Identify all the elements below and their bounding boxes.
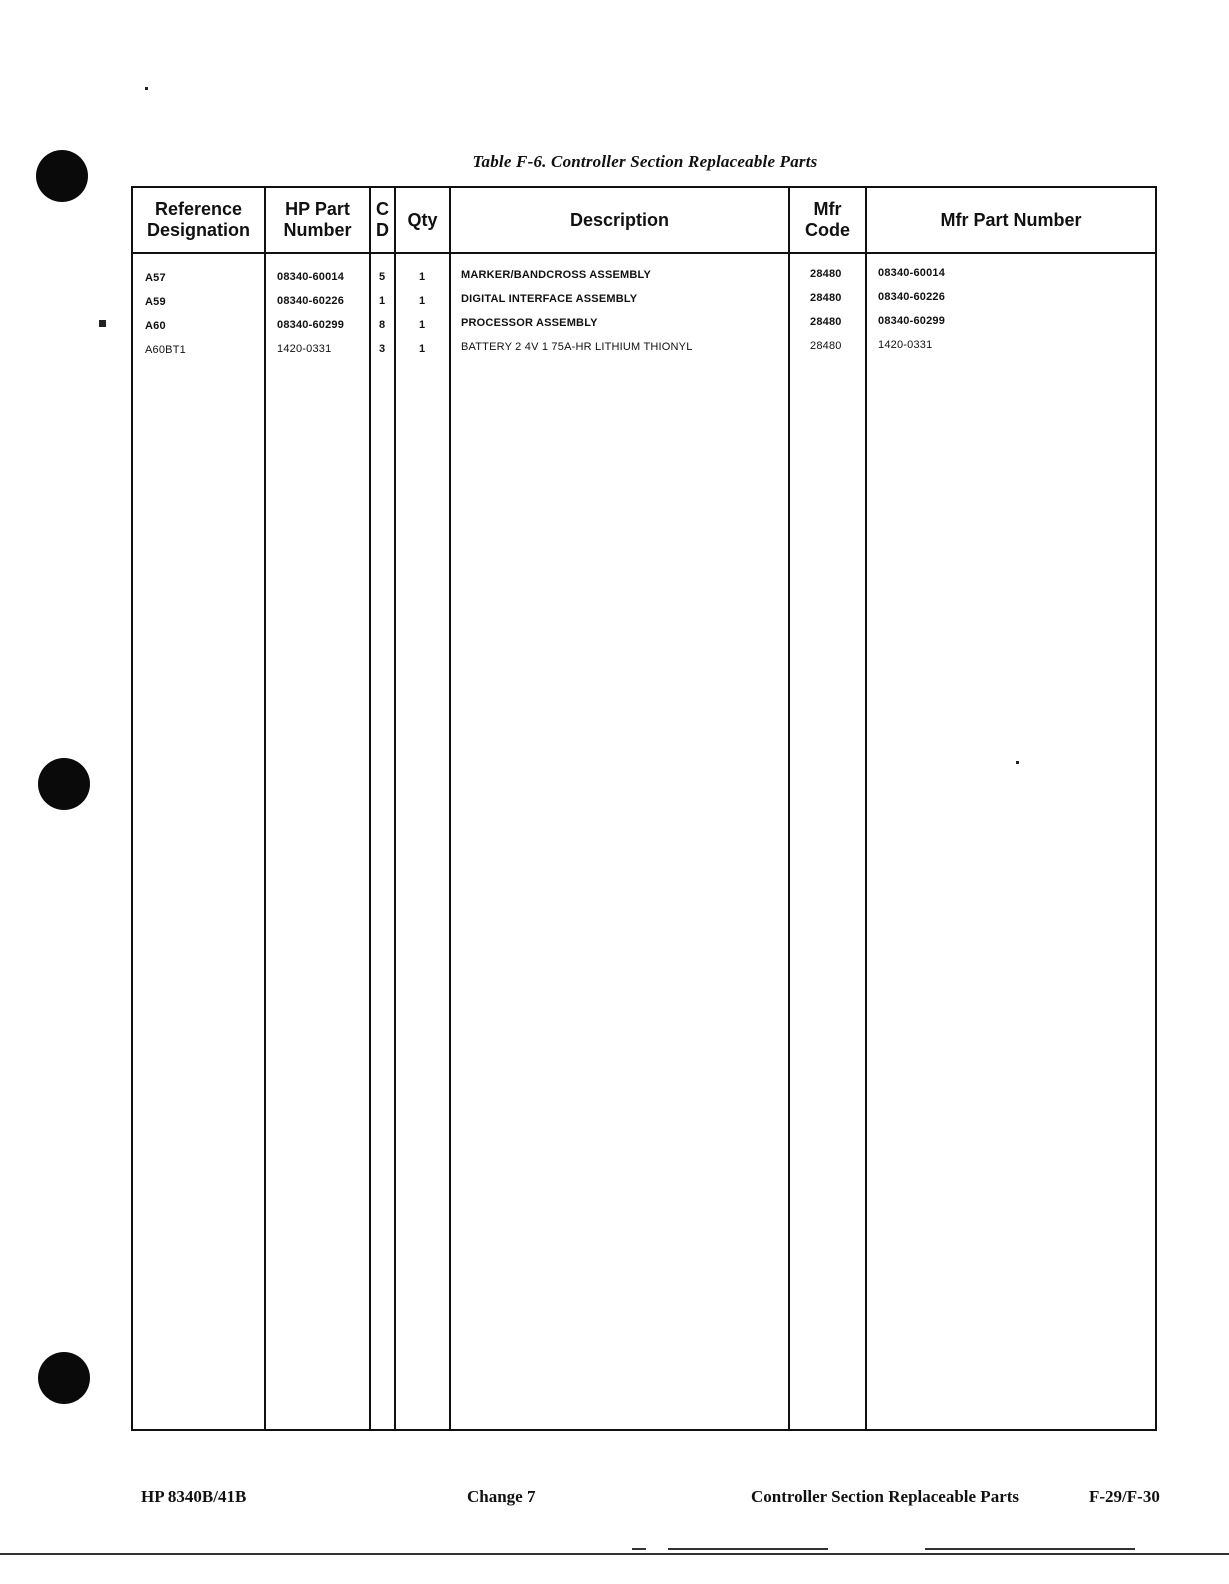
header-cd: C D <box>376 199 389 240</box>
header-hp-part-number: HP Part Number <box>283 199 352 240</box>
footer-model: HP 8340B/41B <box>141 1487 247 1506</box>
change-mark <box>99 320 106 327</box>
cell-description: DIGITAL INTERFACE ASSEMBLY <box>461 293 638 305</box>
cell-mfr-code: 28480 <box>810 340 842 352</box>
table-title: Table F-6. Controller Section Replaceable Parts <box>472 152 818 171</box>
footer-page-number: F-29/F-30 <box>1089 1487 1160 1506</box>
cell-hp-part: 08340-60226 <box>277 295 345 307</box>
cell-mfr-part: 08340-60014 <box>878 267 946 279</box>
cell-cd: 5 <box>379 271 386 283</box>
scan-artifact <box>668 1548 828 1550</box>
bottom-rule <box>0 1553 1229 1555</box>
header-mfr-part-number: Mfr Part Number <box>940 209 1082 230</box>
cell-cd: 8 <box>379 319 386 331</box>
cell-qty: 1 <box>419 295 426 307</box>
scan-artifact <box>925 1548 1135 1550</box>
cell-reference: A59 <box>145 296 166 308</box>
cell-qty: 1 <box>419 343 426 355</box>
cell-cd: 1 <box>379 295 386 307</box>
cell-reference: A57 <box>145 272 166 284</box>
cell-reference: A60 <box>145 320 166 332</box>
parts-table <box>131 186 1157 1431</box>
cell-hp-part: 08340-60014 <box>277 271 345 283</box>
binder-hole-middle <box>38 758 90 810</box>
cell-mfr-part: 08340-60226 <box>878 291 946 303</box>
cell-mfr-part: 08340-60299 <box>878 315 946 327</box>
scan-artifact <box>632 1548 646 1550</box>
header-qty: Qty <box>407 209 438 230</box>
cell-hp-part: 1420-0331 <box>277 343 332 355</box>
cell-cd: 3 <box>379 343 386 355</box>
header-mfr-code: Mfr Code <box>805 199 850 240</box>
cell-mfr-code: 28480 <box>810 292 842 304</box>
cell-hp-part: 08340-60299 <box>277 319 345 331</box>
speck <box>145 87 148 90</box>
cell-qty: 1 <box>419 319 426 331</box>
binder-hole-bottom <box>38 1352 90 1404</box>
cell-qty: 1 <box>419 271 426 283</box>
cell-description: BATTERY 2 4V 1 75A-HR LITHIUM THIONYL <box>461 341 693 353</box>
cell-description: MARKER/BANDCROSS ASSEMBLY <box>461 269 651 281</box>
cell-mfr-code: 28480 <box>810 316 842 328</box>
footer-change: Change 7 <box>467 1487 536 1506</box>
cell-mfr-code: 28480 <box>810 268 842 280</box>
cell-description: PROCESSOR ASSEMBLY <box>461 317 598 329</box>
cell-mfr-part: 1420-0331 <box>878 339 933 351</box>
cell-reference: A60BT1 <box>145 344 186 356</box>
header-reference-designation: Reference Designation <box>146 199 250 240</box>
header-description: Description <box>569 209 670 230</box>
footer-section: Controller Section Replaceable Parts <box>751 1487 1020 1506</box>
